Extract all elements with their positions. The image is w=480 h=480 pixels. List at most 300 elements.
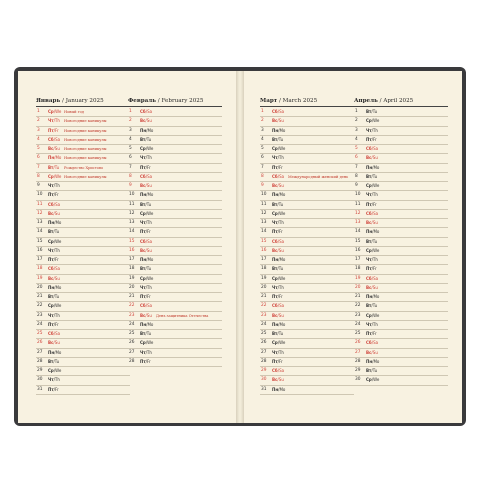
- weekday-separator: /: [145, 340, 148, 346]
- weekday: [140, 108, 152, 116]
- day-number: 2: [129, 118, 132, 124]
- month-name: Февраль: [128, 98, 157, 104]
- weekday: [272, 330, 283, 338]
- weekday-en: We: [55, 238, 62, 244]
- weekday-ru: Сб: [272, 173, 278, 179]
- day-number: 8: [129, 173, 132, 179]
- weekday-ru: Сб: [366, 340, 372, 346]
- day-number: 26: [355, 340, 361, 346]
- day-row: [36, 339, 130, 348]
- day-number: 28: [261, 358, 267, 364]
- weekday-en: Fr: [55, 257, 59, 262]
- day-row: [354, 210, 448, 219]
- weekday-separator: /: [145, 109, 148, 114]
- weekday-ru: Ср: [140, 340, 146, 346]
- day-row: [36, 136, 130, 145]
- day-row: [36, 376, 130, 385]
- weekday: [48, 386, 59, 394]
- day-number: 25: [355, 331, 361, 336]
- weekday-ru: Пн: [272, 127, 279, 133]
- weekday-ru: Пн: [140, 192, 147, 198]
- day-number: 27: [37, 349, 43, 355]
- weekday: [48, 154, 61, 162]
- weekday-ru: Вт: [366, 368, 372, 373]
- day-row: [260, 349, 354, 358]
- weekday-ru: Пт: [272, 164, 278, 170]
- day-row: [260, 108, 354, 117]
- weekday-separator: /: [277, 201, 279, 207]
- weekday-en: We: [55, 303, 62, 309]
- weekday-en: Th: [146, 349, 152, 355]
- weekday-separator: /: [371, 349, 373, 355]
- weekday-en: Sa: [279, 368, 285, 373]
- day-row: [260, 358, 354, 367]
- weekday-ru: Пт: [366, 136, 372, 142]
- day-number: 26: [261, 340, 267, 346]
- weekday-ru: Ср: [48, 109, 54, 114]
- day-number: 18: [355, 266, 361, 272]
- weekday-separator: /: [277, 136, 279, 142]
- day-row: [36, 219, 130, 228]
- weekday: [272, 376, 284, 384]
- weekday: [48, 136, 60, 144]
- day-row: [128, 127, 222, 136]
- weekday: [48, 108, 61, 116]
- weekday-separator: /: [371, 183, 374, 188]
- weekday-ru: Пн: [140, 257, 147, 262]
- weekday-separator: /: [371, 266, 374, 272]
- weekday: [272, 219, 284, 227]
- day-row: [36, 145, 130, 154]
- weekday-en: Su: [372, 284, 378, 290]
- weekday: [140, 228, 151, 236]
- weekday: [272, 293, 283, 301]
- weekday-en: Tu: [372, 238, 378, 244]
- weekday-separator: /: [145, 266, 147, 272]
- day-row: [128, 302, 222, 311]
- weekday-separator: /: [371, 331, 374, 336]
- weekday: [140, 182, 152, 190]
- day-row: [260, 367, 354, 376]
- weekday-ru: Чт: [140, 284, 146, 290]
- day-number: 21: [355, 294, 361, 299]
- weekday-separator: /: [277, 377, 279, 383]
- weekday-en: Sa: [373, 340, 379, 346]
- weekday-separator: /: [277, 303, 280, 309]
- weekday-ru: Чт: [48, 247, 54, 253]
- weekday-separator: /: [145, 349, 147, 355]
- weekday-en: Su: [54, 340, 60, 346]
- weekday: [366, 330, 377, 338]
- weekday-en: Mo: [147, 127, 154, 133]
- weekday-en: Mo: [55, 220, 62, 225]
- weekday: [48, 210, 60, 218]
- weekday-ru: Пт: [272, 294, 278, 299]
- weekday-en: Sa: [279, 173, 285, 179]
- weekday-ru: Чт: [366, 257, 372, 262]
- weekday-separator: /: [146, 321, 148, 327]
- day-number: 20: [355, 284, 361, 290]
- weekday-separator: /: [53, 127, 56, 133]
- day-number: 9: [37, 183, 40, 188]
- weekday: [272, 201, 283, 209]
- weekday-en: Mo: [279, 192, 286, 198]
- day-number: 10: [355, 192, 361, 198]
- day-row: [128, 219, 222, 228]
- weekday: [272, 210, 285, 218]
- weekday-ru: Вс: [48, 146, 54, 151]
- day-number: 6: [355, 155, 358, 161]
- day-row: [354, 367, 448, 376]
- weekday-ru: Сб: [140, 238, 146, 244]
- weekday: [366, 265, 377, 273]
- day-number: 28: [129, 358, 135, 364]
- weekday-ru: Пт: [140, 358, 146, 364]
- weekday: [48, 330, 60, 338]
- weekday: [272, 164, 283, 172]
- weekday: [140, 321, 153, 329]
- weekday-separator: /: [372, 229, 374, 235]
- day-row: [128, 358, 222, 367]
- weekday-separator: /: [53, 358, 55, 364]
- weekday-en: Sa: [279, 238, 285, 244]
- weekday-ru: Сб: [272, 368, 278, 373]
- weekday-en: Mo: [279, 257, 286, 262]
- day-row: [260, 312, 354, 321]
- day-row: [354, 275, 448, 284]
- weekday-ru: Сб: [366, 275, 372, 281]
- weekday-separator: /: [53, 229, 55, 235]
- weekday-en: Sa: [147, 238, 153, 244]
- day-number: 13: [129, 220, 135, 225]
- day-row: [128, 284, 222, 293]
- day-number: 15: [129, 238, 135, 244]
- day-row: [36, 182, 130, 191]
- weekday-ru: Вс: [366, 349, 372, 355]
- weekday-ru: Вт: [140, 331, 146, 336]
- day-number: 30: [355, 377, 361, 383]
- day-row: [354, 321, 448, 330]
- day-row: [36, 108, 130, 117]
- weekday-ru: Чт: [48, 312, 54, 318]
- weekday-en: Su: [278, 183, 284, 188]
- weekday-en: Th: [372, 192, 378, 198]
- weekday-ru: Пн: [366, 229, 373, 235]
- weekday-separator: /: [371, 284, 373, 290]
- day-row: [354, 330, 448, 339]
- weekday-en: Fr: [147, 358, 151, 364]
- weekday-separator: /: [371, 312, 374, 318]
- day-row: [128, 173, 222, 182]
- weekday: [366, 367, 377, 375]
- weekday-ru: Сб: [366, 146, 372, 151]
- day-number: 17: [355, 257, 361, 262]
- weekday-en: Mo: [373, 229, 380, 235]
- weekday-ru: Сб: [48, 266, 54, 272]
- day-row: [260, 302, 354, 311]
- weekday-en: Tu: [372, 173, 378, 179]
- day-row: [260, 117, 354, 126]
- weekday-separator: /: [145, 136, 147, 142]
- weekday-separator: /: [371, 127, 373, 133]
- weekday: [48, 228, 59, 236]
- weekday-separator: /: [145, 303, 148, 309]
- weekday-en: Fr: [373, 266, 377, 272]
- day-row: [36, 201, 130, 210]
- day-row: [354, 191, 448, 200]
- day-row: [260, 265, 354, 274]
- weekday-en: Tu: [146, 266, 152, 272]
- day-number: 3: [37, 127, 40, 133]
- day-number: 1: [129, 109, 132, 114]
- weekday: [140, 154, 152, 162]
- day-number: 4: [261, 136, 264, 142]
- weekday-en: Su: [372, 220, 378, 225]
- weekday-separator: /: [145, 173, 148, 179]
- weekday: [140, 256, 153, 264]
- day-row: [128, 108, 222, 117]
- day-number: 27: [355, 349, 361, 355]
- day-row: [260, 376, 354, 385]
- day-row: [128, 145, 222, 154]
- day-row: [36, 358, 130, 367]
- weekday-en: Mo: [279, 321, 286, 327]
- holiday-note: Новогодние каникулы: [64, 156, 107, 161]
- day-number: 8: [37, 173, 40, 179]
- weekday: [272, 358, 283, 366]
- weekday: [272, 256, 285, 264]
- weekday: [48, 164, 59, 172]
- weekday-ru: Чт: [366, 127, 372, 133]
- weekday-en: Sa: [373, 275, 379, 281]
- day-number: 5: [129, 146, 132, 151]
- weekday-ru: Вт: [366, 303, 372, 309]
- weekday-ru: Вс: [272, 118, 278, 124]
- weekday-en: Th: [54, 312, 60, 318]
- day-number: 6: [129, 155, 132, 161]
- weekday-ru: Ср: [140, 210, 146, 216]
- weekday: [272, 312, 284, 320]
- weekday-en: We: [373, 118, 380, 124]
- day-row: [354, 182, 448, 191]
- weekday: [272, 154, 284, 162]
- weekday-en: Th: [278, 284, 284, 290]
- day-row: [260, 293, 354, 302]
- weekday: [48, 376, 60, 384]
- weekday-separator: /: [145, 294, 148, 299]
- day-number: 7: [355, 164, 358, 170]
- day-row: [36, 154, 130, 163]
- day-row: [260, 145, 354, 154]
- weekday-ru: Ср: [140, 146, 146, 151]
- day-number: 9: [129, 183, 132, 188]
- weekday-separator: /: [145, 164, 148, 170]
- day-number: 17: [129, 257, 135, 262]
- weekday-separator: /: [53, 303, 56, 309]
- weekday: [272, 238, 284, 246]
- weekday-separator: /: [145, 275, 148, 281]
- weekday-en: Su: [278, 118, 284, 124]
- day-row: [128, 154, 222, 163]
- day-row: [36, 367, 130, 376]
- weekday: [48, 127, 59, 135]
- weekday: [272, 339, 285, 347]
- weekday-separator: /: [371, 136, 374, 142]
- day-number: 20: [129, 284, 135, 290]
- day-number: 7: [129, 164, 132, 170]
- weekday-separator: /: [371, 257, 373, 262]
- weekday-separator: /: [53, 368, 56, 373]
- weekday-en: Sa: [55, 201, 61, 207]
- weekday-separator: /: [277, 155, 279, 161]
- weekday-separator: /: [53, 210, 55, 216]
- weekday-separator: /: [145, 229, 148, 235]
- day-row: [128, 201, 222, 210]
- day-number: 6: [261, 155, 264, 161]
- weekday-en: Fr: [147, 164, 151, 170]
- weekday-ru: Чт: [366, 192, 372, 198]
- weekday: [272, 127, 285, 135]
- weekday-en: Th: [372, 127, 378, 133]
- weekday-ru: Пт: [48, 192, 54, 198]
- weekday-ru: Пт: [48, 257, 54, 262]
- weekday-ru: Вт: [272, 201, 278, 207]
- weekday-en: Fr: [55, 321, 59, 327]
- month-april: [354, 97, 448, 386]
- weekday-en: Fr: [279, 229, 283, 235]
- weekday-separator: /: [278, 192, 280, 198]
- weekday-separator: /: [277, 183, 279, 188]
- day-number: 18: [37, 266, 43, 272]
- weekday: [140, 210, 153, 218]
- weekday-separator: /: [277, 312, 279, 318]
- weekday-separator: /: [145, 210, 148, 216]
- weekday-ru: Ср: [272, 210, 278, 216]
- weekday-en: We: [55, 173, 62, 179]
- day-row: [36, 117, 130, 126]
- day-row: [260, 284, 354, 293]
- day-number: 15: [261, 238, 267, 244]
- weekday-separator: /: [54, 349, 56, 355]
- day-number: 1: [355, 109, 358, 114]
- day-number: 12: [355, 210, 361, 216]
- weekday-separator: /: [145, 331, 147, 336]
- day-row: [354, 154, 448, 163]
- day-number: 23: [261, 312, 267, 318]
- day-row: [260, 219, 354, 228]
- weekday: [366, 173, 377, 181]
- weekday-ru: Ср: [366, 247, 372, 253]
- day-row: [128, 275, 222, 284]
- day-row: [260, 386, 354, 395]
- day-row: [128, 136, 222, 145]
- month-header: [36, 97, 130, 107]
- day-row: [354, 247, 448, 256]
- day-row: [128, 256, 222, 265]
- day-number: 10: [129, 192, 135, 198]
- weekday-separator: /: [53, 331, 56, 336]
- weekday: [48, 302, 61, 310]
- weekday-separator: /: [371, 275, 374, 281]
- day-row: [36, 247, 130, 256]
- weekday: [366, 145, 378, 153]
- day-number: 13: [355, 220, 361, 225]
- day-row: [354, 164, 448, 173]
- weekday-en: Su: [278, 312, 284, 318]
- weekday-en: Th: [278, 155, 284, 161]
- weekday-separator: /: [54, 220, 56, 225]
- weekday-ru: Вс: [48, 340, 54, 346]
- day-number: 22: [355, 303, 361, 309]
- day-row: [354, 117, 448, 126]
- day-number: 24: [129, 321, 135, 327]
- weekday: [272, 136, 283, 144]
- day-number: 22: [37, 303, 43, 309]
- weekday: [272, 386, 285, 394]
- weekday-en: Fr: [373, 201, 377, 207]
- weekday-ru: Пт: [366, 201, 372, 207]
- month-february: [128, 97, 222, 367]
- day-row: [128, 228, 222, 237]
- weekday-en: Fr: [147, 294, 151, 299]
- weekday-en: Tu: [278, 201, 284, 207]
- day-row: [354, 108, 448, 117]
- weekday-en: Th: [372, 321, 378, 327]
- weekday-en: Sa: [55, 331, 61, 336]
- day-row: [260, 164, 354, 173]
- day-row: [36, 127, 130, 136]
- day-list: [260, 108, 354, 395]
- weekday-separator: /: [371, 220, 373, 225]
- day-row: [354, 349, 448, 358]
- weekday-separator: /: [277, 340, 280, 346]
- weekday: [272, 145, 285, 153]
- weekday-en: Fr: [373, 136, 377, 142]
- day-row: [260, 247, 354, 256]
- weekday-en: Su: [146, 118, 152, 124]
- weekday-ru: Ср: [366, 118, 372, 124]
- day-row: [354, 201, 448, 210]
- weekday: [48, 358, 59, 366]
- weekday-en: Tu: [278, 266, 284, 272]
- weekday-ru: Пн: [366, 164, 373, 170]
- weekday-en: Tu: [146, 331, 152, 336]
- weekday-en: Sa: [279, 109, 285, 114]
- weekday-separator: /: [145, 284, 147, 290]
- weekday-ru: Сб: [140, 109, 146, 114]
- weekday: [366, 136, 377, 144]
- weekday: [48, 284, 61, 292]
- day-number: 9: [261, 183, 264, 188]
- weekday: [48, 256, 59, 264]
- holiday-note: Новый год: [64, 110, 84, 114]
- day-row: [36, 386, 130, 395]
- weekday-ru: Чт: [140, 155, 146, 161]
- weekday: [48, 145, 60, 153]
- weekday-separator: /: [53, 340, 55, 346]
- weekday-ru: Чт: [48, 377, 54, 383]
- weekday-ru: Ср: [48, 303, 54, 309]
- day-number: 7: [37, 164, 40, 170]
- day-number: 2: [355, 118, 358, 124]
- day-row: [260, 256, 354, 265]
- weekday: [48, 191, 59, 199]
- day-number: 18: [129, 266, 135, 272]
- day-row: [128, 339, 222, 348]
- day-row: [36, 275, 130, 284]
- weekday-en: Su: [146, 247, 152, 253]
- weekday-ru: Чт: [272, 155, 278, 161]
